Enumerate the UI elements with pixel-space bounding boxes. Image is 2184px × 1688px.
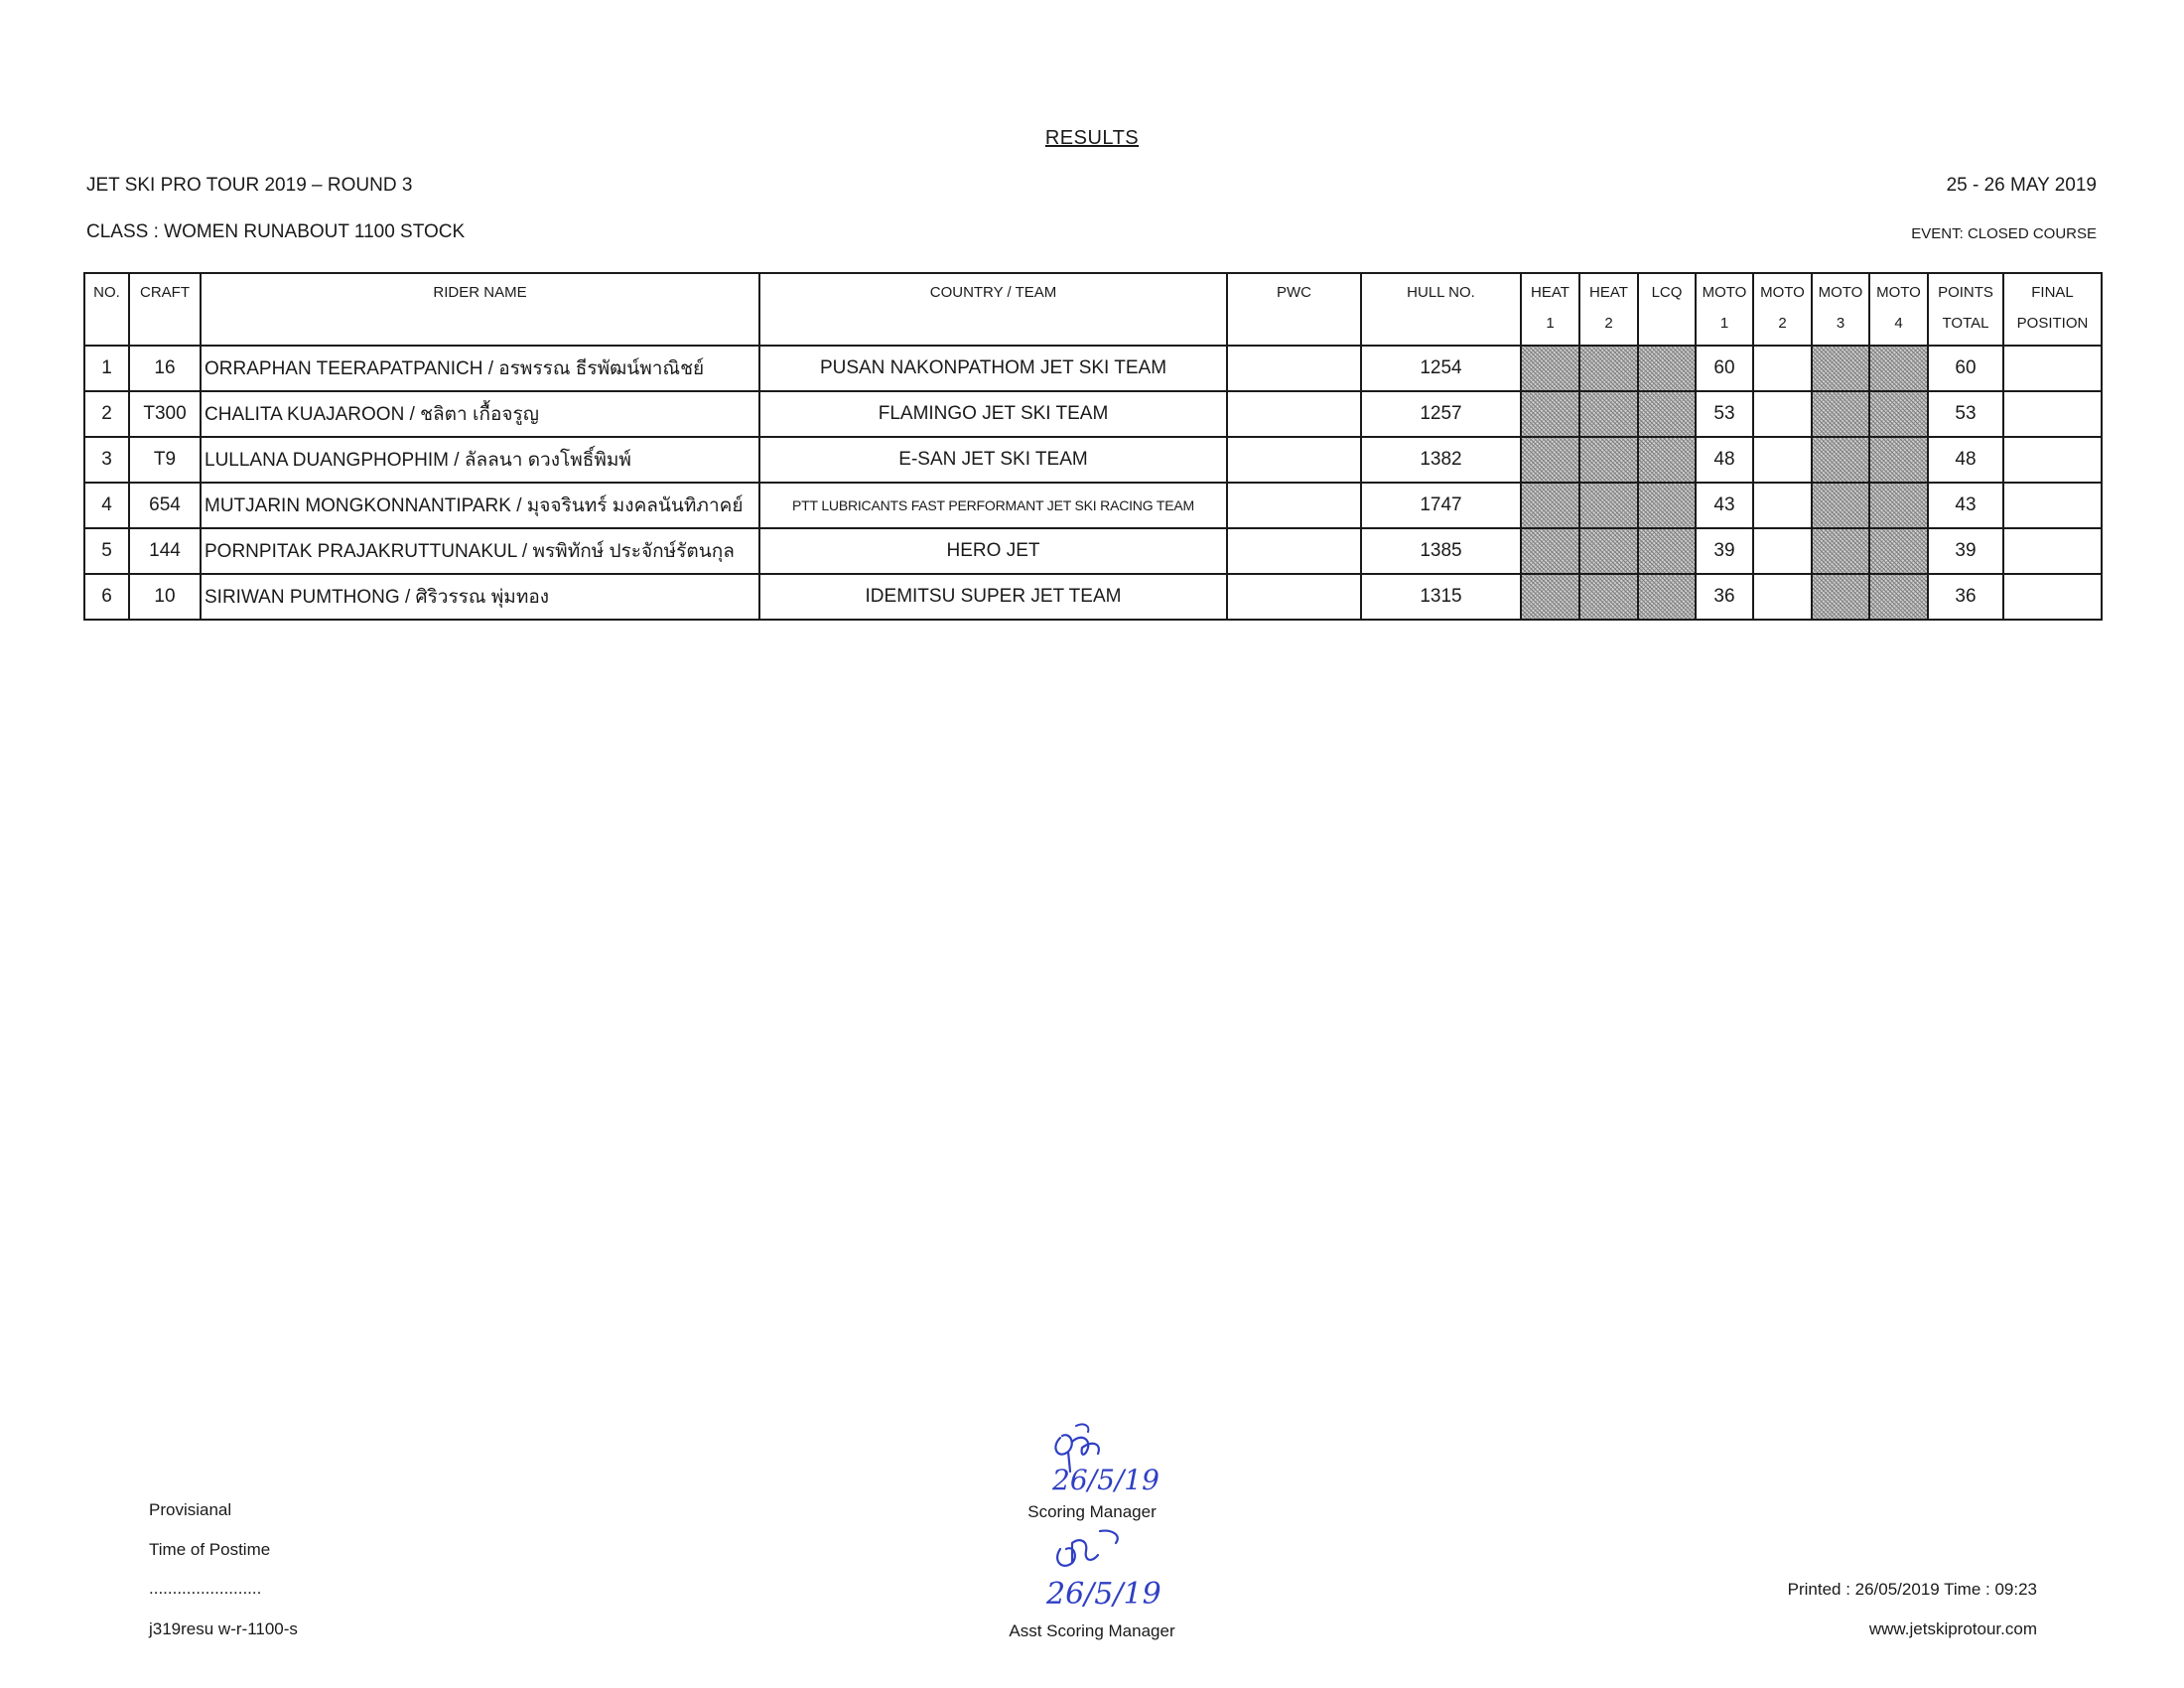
event-date: 25 - 26 MAY 2019 xyxy=(1946,175,2097,196)
column-header-label: MOTO xyxy=(1818,284,1863,301)
final-position-cell xyxy=(2003,528,2102,574)
event-name: JET SKI PRO TOUR 2019 – ROUND 3 xyxy=(86,175,413,196)
moto2-cell xyxy=(1753,437,1812,483)
team-cell: PUSAN NAKONPATHOM JET SKI TEAM xyxy=(759,346,1227,391)
column-header-label: MOTO xyxy=(1760,284,1805,301)
moto4-cell xyxy=(1869,437,1928,483)
column-header-label: FINAL xyxy=(2031,284,2074,301)
points-total-cell: 36 xyxy=(1928,574,2003,620)
hull-number-cell: 1315 xyxy=(1361,574,1521,620)
column-header xyxy=(1521,273,1579,346)
position-number-cell: 1 xyxy=(84,346,129,391)
column-header xyxy=(129,273,201,346)
column-header xyxy=(84,273,129,346)
table-row xyxy=(84,437,2102,483)
hull-number-cell: 1385 xyxy=(1361,528,1521,574)
craft-cell: T9 xyxy=(129,437,201,483)
heat1-cell xyxy=(1521,437,1579,483)
column-header xyxy=(1227,273,1361,346)
moto3-cell xyxy=(1812,574,1869,620)
moto3-cell xyxy=(1812,483,1869,528)
table-row xyxy=(84,574,2102,620)
column-header-label: HEAT xyxy=(1589,284,1628,301)
column-header-label: MOTO xyxy=(1702,284,1747,301)
printed-timestamp: Printed : 26/05/2019 Time : 09:23 xyxy=(1787,1580,2037,1599)
points-total-cell: 48 xyxy=(1928,437,2003,483)
column-header xyxy=(1638,273,1696,346)
rider-name-cell: SIRIWAN PUMTHONG / ศิริวรรณ พุ่มทอง xyxy=(201,574,759,620)
moto1-cell: 43 xyxy=(1696,483,1753,528)
lcq-cell xyxy=(1638,528,1696,574)
moto2-cell xyxy=(1753,483,1812,528)
points-total-cell: 43 xyxy=(1928,483,2003,528)
lcq-cell xyxy=(1638,346,1696,391)
team-cell: HERO JET xyxy=(759,528,1227,574)
column-header-label: CRAFT xyxy=(140,284,190,301)
event-type: EVENT: CLOSED COURSE xyxy=(1911,225,2097,242)
table-body xyxy=(84,346,2102,620)
page-title: RESULTS xyxy=(1044,127,1140,149)
rider-name-cell: ORRAPHAN TEERAPATPANICH / อรพรรณ ธีรพัฒน์พาณิชย์ xyxy=(201,346,759,391)
position-number-cell: 3 xyxy=(84,437,129,483)
rider-name-cell: MUTJARIN MONGKONNANTIPARK / มุจจรินทร์ มงคลนันทิภาคย์ xyxy=(201,483,759,528)
column-header-sublabel: 1 xyxy=(1546,315,1555,332)
postime-label: Time of Postime xyxy=(149,1540,271,1559)
moto1-cell: 53 xyxy=(1696,391,1753,437)
heat2-cell xyxy=(1579,437,1638,483)
table-row xyxy=(84,483,2102,528)
scoring-manager-signature xyxy=(1032,1420,1171,1504)
hull-number-cell: 1254 xyxy=(1361,346,1521,391)
heat2-cell xyxy=(1579,391,1638,437)
craft-cell: 654 xyxy=(129,483,201,528)
scoring-manager-label: Scoring Manager xyxy=(1027,1502,1157,1521)
hull-number-cell: 1382 xyxy=(1361,437,1521,483)
column-header-sublabel: 3 xyxy=(1836,315,1845,332)
craft-cell: 10 xyxy=(129,574,201,620)
heat1-cell xyxy=(1521,391,1579,437)
points-total-cell: 53 xyxy=(1928,391,2003,437)
moto4-cell xyxy=(1869,346,1928,391)
team-cell: E-SAN JET SKI TEAM xyxy=(759,437,1227,483)
moto2-cell xyxy=(1753,346,1812,391)
asst-scoring-manager-signature-date: 26/5/19 xyxy=(1046,1577,1161,1612)
column-header xyxy=(201,273,759,346)
team-cell: FLAMINGO JET SKI TEAM xyxy=(759,391,1227,437)
position-number-cell: 2 xyxy=(84,391,129,437)
column-header-label: HULL NO. xyxy=(1407,284,1475,301)
column-header-sublabel: 2 xyxy=(1604,315,1613,332)
team-cell: PTT LUBRICANTS FAST PERFORMANT JET SKI RACING TEAM xyxy=(759,483,1227,528)
column-header xyxy=(2003,273,2102,346)
table-row xyxy=(84,391,2102,437)
heat2-cell xyxy=(1579,528,1638,574)
points-total-cell: 39 xyxy=(1928,528,2003,574)
pwc-cell xyxy=(1227,437,1361,483)
column-header xyxy=(1869,273,1928,346)
heat1-cell xyxy=(1521,574,1579,620)
website-link[interactable]: www.jetskiprotour.com xyxy=(1868,1619,2037,1638)
column-header-label: NO. xyxy=(93,284,120,301)
position-number-cell: 4 xyxy=(84,483,129,528)
column-header-sublabel: POSITION xyxy=(2016,315,2089,332)
craft-cell: 144 xyxy=(129,528,201,574)
heat1-cell xyxy=(1521,346,1579,391)
lcq-cell xyxy=(1638,437,1696,483)
pwc-cell xyxy=(1227,483,1361,528)
moto1-cell: 60 xyxy=(1696,346,1753,391)
hull-number-cell: 1257 xyxy=(1361,391,1521,437)
moto1-cell: 36 xyxy=(1696,574,1753,620)
position-number-cell: 6 xyxy=(84,574,129,620)
craft-cell: 16 xyxy=(129,346,201,391)
heat2-cell xyxy=(1579,346,1638,391)
moto2-cell xyxy=(1753,574,1812,620)
points-total-cell: 60 xyxy=(1928,346,2003,391)
final-position-cell xyxy=(2003,574,2102,620)
file-code: j319resu w-r-1100-s xyxy=(149,1619,298,1638)
column-header xyxy=(1753,273,1812,346)
table-header-row xyxy=(84,273,2102,346)
pwc-cell xyxy=(1227,574,1361,620)
moto4-cell xyxy=(1869,483,1928,528)
column-header xyxy=(1812,273,1869,346)
column-header-label: POINTS xyxy=(1938,284,1993,301)
position-number-cell: 5 xyxy=(84,528,129,574)
column-header-label: PWC xyxy=(1277,284,1311,301)
lcq-cell xyxy=(1638,574,1696,620)
craft-cell: T300 xyxy=(129,391,201,437)
pwc-cell xyxy=(1227,528,1361,574)
final-position-cell xyxy=(2003,437,2102,483)
moto4-cell xyxy=(1869,528,1928,574)
column-header-label: RIDER NAME xyxy=(433,284,527,301)
heat2-cell xyxy=(1579,574,1638,620)
column-header-sublabel: 4 xyxy=(1894,315,1903,332)
moto4-cell xyxy=(1869,574,1928,620)
column-header-label: HEAT xyxy=(1531,284,1570,301)
column-header xyxy=(1696,273,1753,346)
table-row xyxy=(84,346,2102,391)
lcq-cell xyxy=(1638,483,1696,528)
column-header xyxy=(1928,273,2003,346)
results-table xyxy=(83,272,2103,621)
moto3-cell xyxy=(1812,437,1869,483)
provisional-label: Provisianal xyxy=(149,1500,232,1519)
column-header-sublabel: TOTAL xyxy=(1942,315,1989,332)
pwc-cell xyxy=(1227,346,1361,391)
asst-scoring-manager-signature xyxy=(1042,1527,1181,1612)
lcq-cell xyxy=(1638,391,1696,437)
table-row xyxy=(84,528,2102,574)
moto4-cell xyxy=(1869,391,1928,437)
column-header xyxy=(1361,273,1521,346)
column-header-sublabel: 2 xyxy=(1778,315,1787,332)
heat1-cell xyxy=(1521,528,1579,574)
column-header-label: COUNTRY / TEAM xyxy=(929,284,1057,301)
moto3-cell xyxy=(1812,391,1869,437)
scoring-manager-signature-date: 26/5/19 xyxy=(1052,1464,1160,1496)
moto2-cell xyxy=(1753,528,1812,574)
heat2-cell xyxy=(1579,483,1638,528)
moto2-cell xyxy=(1753,391,1812,437)
final-position-cell xyxy=(2003,346,2102,391)
hull-number-cell: 1747 xyxy=(1361,483,1521,528)
class-name: CLASS : WOMEN RUNABOUT 1100 STOCK xyxy=(86,221,466,242)
rider-name-cell: PORNPITAK PRAJAKRUTTUNAKUL / พรพิทักษ์ ประจักษ์รัตนกุล xyxy=(201,528,759,574)
moto3-cell xyxy=(1812,346,1869,391)
rider-name-cell: CHALITA KUAJAROON / ชลิตา เกื้อจรูญ xyxy=(201,391,759,437)
pwc-cell xyxy=(1227,391,1361,437)
column-header-sublabel: 1 xyxy=(1719,315,1729,332)
heat1-cell xyxy=(1521,483,1579,528)
postime-dots: ........................ xyxy=(149,1579,262,1598)
rider-name-cell: LULLANA DUANGPHOPHIM / ลัลลนา ดวงโพธิ์พิมพ์ xyxy=(201,437,759,483)
column-header xyxy=(1579,273,1638,346)
team-cell: IDEMITSU SUPER JET TEAM xyxy=(759,574,1227,620)
moto1-cell: 39 xyxy=(1696,528,1753,574)
final-position-cell xyxy=(2003,483,2102,528)
final-position-cell xyxy=(2003,391,2102,437)
column-header-label: LCQ xyxy=(1651,284,1683,301)
column-header xyxy=(759,273,1227,346)
moto3-cell xyxy=(1812,528,1869,574)
column-header-label: MOTO xyxy=(1876,284,1921,301)
moto1-cell: 48 xyxy=(1696,437,1753,483)
asst-scoring-manager-label: Asst Scoring Manager xyxy=(1009,1621,1175,1640)
